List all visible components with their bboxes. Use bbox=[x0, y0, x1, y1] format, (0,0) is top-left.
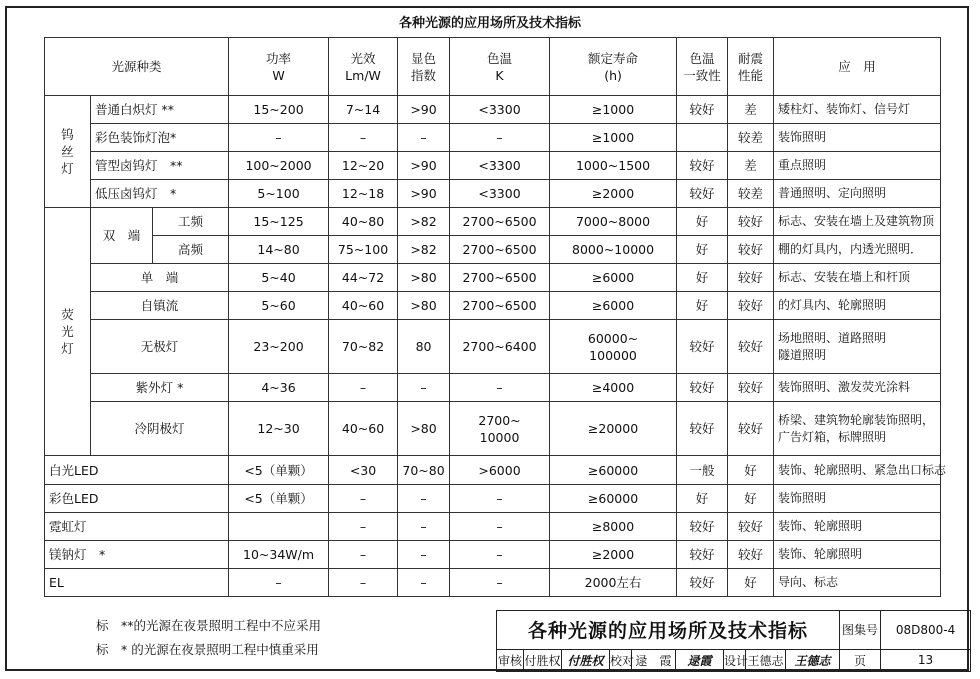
header-life: 额定寿命 (h) bbox=[550, 38, 677, 96]
cell-application: 装饰、轮廓照明 bbox=[774, 541, 941, 569]
cell-application: 桥梁、建筑物轮廓装饰照明， 广告灯箱，标牌照明 bbox=[774, 402, 941, 456]
cell-application: 装饰照明 bbox=[774, 485, 941, 513]
row-name: 霓虹灯 bbox=[45, 513, 229, 541]
cell-life: ≥60000 bbox=[550, 485, 677, 513]
cell-life: ≥1000 bbox=[550, 124, 677, 152]
header-row bbox=[45, 38, 941, 96]
cell-efficacy: 40~60 bbox=[329, 292, 398, 320]
cell-power: 5~100 bbox=[229, 180, 329, 208]
cell-life: 7000~8000 bbox=[550, 208, 677, 236]
cell-consistency: 好 bbox=[677, 236, 728, 264]
table-row bbox=[45, 569, 941, 597]
cell-life: 60000~ 100000 bbox=[550, 320, 677, 374]
row-name: 单 端 bbox=[91, 264, 229, 292]
cell-application: 场地照明、道路照明 隧道照明 bbox=[774, 320, 941, 374]
cell-cri: – bbox=[398, 374, 450, 402]
cell-cri: >80 bbox=[398, 264, 450, 292]
row-name: 管型卤钨灯 ** bbox=[91, 152, 229, 180]
atlas-number: 08D800-4 bbox=[881, 611, 971, 650]
cell-cri: >82 bbox=[398, 236, 450, 264]
row-name: 彩色装饰灯泡* bbox=[91, 124, 229, 152]
cell-cct: – bbox=[450, 124, 550, 152]
cell-consistency: 好 bbox=[677, 485, 728, 513]
group-double-end: 双 端 bbox=[91, 208, 153, 264]
page-title: 各种光源的应用场所及技术指标 bbox=[398, 16, 581, 31]
cell-application: 导向、标志 bbox=[774, 569, 941, 597]
cell-efficacy: 40~80 bbox=[329, 208, 398, 236]
header-cct: 色温 K bbox=[450, 38, 550, 96]
cell-cct: <3300 bbox=[450, 96, 550, 124]
cell-life: 8000~10000 bbox=[550, 236, 677, 264]
table-row bbox=[45, 180, 941, 208]
cell-application: 装饰照明 bbox=[774, 124, 941, 152]
cell-shock: 较差 bbox=[728, 124, 774, 152]
cell-application: 标志、安装在墙上及建筑物顶 bbox=[774, 208, 941, 236]
header-shock: 耐震 性能 bbox=[728, 38, 774, 96]
cell-power: – bbox=[229, 569, 329, 597]
atlas-label: 图集号 bbox=[840, 611, 881, 650]
sheet-title: 各种光源的应用场所及技术指标 bbox=[497, 611, 840, 650]
cell-efficacy: 44~72 bbox=[329, 264, 398, 292]
row-name: 冷阴极灯 bbox=[91, 402, 229, 456]
cell-application: 装饰照明、激发荧光涂料 bbox=[774, 374, 941, 402]
header-application: 应 用 bbox=[774, 38, 941, 96]
cell-efficacy: 12~20 bbox=[329, 152, 398, 180]
cell-consistency: 较好 bbox=[677, 541, 728, 569]
light-source-table bbox=[44, 37, 947, 597]
cell-consistency: 较好 bbox=[677, 569, 728, 597]
cell-application: 重点照明 bbox=[774, 152, 941, 180]
row-name: 普通白炽灯 ** bbox=[91, 96, 229, 124]
row-name: 工频 bbox=[153, 208, 229, 236]
cell-efficacy: 75~100 bbox=[329, 236, 398, 264]
cell-application: 装饰、轮廓照明、紧急出口标志 bbox=[774, 456, 941, 485]
cell-shock: 较好 bbox=[728, 208, 774, 236]
cell-cri: >90 bbox=[398, 152, 450, 180]
cell-power: <5（单颗） bbox=[229, 456, 329, 485]
cell-shock: 较差 bbox=[728, 180, 774, 208]
note-not-used: 标 **的光源在夜景照明工程中不应采用 bbox=[96, 618, 322, 633]
cell-life: ≥1000 bbox=[550, 96, 677, 124]
cell-cri: – bbox=[398, 541, 450, 569]
cell-shock: 较好 bbox=[728, 402, 774, 456]
cell-cri: >90 bbox=[398, 180, 450, 208]
reviewer-name: 付胜权 bbox=[524, 649, 562, 671]
cell-consistency bbox=[677, 124, 728, 152]
table-row bbox=[45, 402, 941, 456]
table-row bbox=[45, 456, 941, 485]
table-row bbox=[45, 374, 941, 402]
note-caution: 标 * 的光源在夜景照明工程中慎重采用 bbox=[96, 642, 319, 657]
row-name: 白光LED bbox=[45, 456, 229, 485]
cell-shock: 差 bbox=[728, 152, 774, 180]
check-label: 校对 bbox=[610, 649, 632, 671]
cell-cri: >80 bbox=[398, 402, 450, 456]
cell-consistency: 较好 bbox=[677, 513, 728, 541]
cell-life: ≥8000 bbox=[550, 513, 677, 541]
header-efficacy: 光效 Lm/W bbox=[329, 38, 398, 96]
cell-power: 15~125 bbox=[229, 208, 329, 236]
cell-power: – bbox=[229, 124, 329, 152]
cell-efficacy: 7~14 bbox=[329, 96, 398, 124]
cell-application: 矮柱灯、装饰灯、信号灯 bbox=[774, 96, 941, 124]
cell-life: 1000~1500 bbox=[550, 152, 677, 180]
cell-cct: – bbox=[450, 374, 550, 402]
cell-power: 14~80 bbox=[229, 236, 329, 264]
cell-cct: <3300 bbox=[450, 152, 550, 180]
table-row bbox=[45, 513, 941, 541]
table-row bbox=[45, 485, 941, 513]
designer-signature: 王德志 bbox=[786, 649, 840, 671]
cell-consistency: 好 bbox=[677, 292, 728, 320]
cell-power: 10~34W/m bbox=[229, 541, 329, 569]
page-number: 13 bbox=[881, 649, 971, 671]
row-name: EL bbox=[45, 569, 229, 597]
cell-cct: 2700~6500 bbox=[450, 236, 550, 264]
reviewer-signature: 付胜权 bbox=[562, 649, 610, 671]
cell-efficacy: – bbox=[329, 374, 398, 402]
cell-consistency: 较好 bbox=[677, 96, 728, 124]
cell-power: 100~2000 bbox=[229, 152, 329, 180]
table-row bbox=[45, 264, 941, 292]
design-label: 设计 bbox=[724, 649, 746, 671]
cell-power: 12~30 bbox=[229, 402, 329, 456]
cell-life: 2000左右 bbox=[550, 569, 677, 597]
cell-cri: 80 bbox=[398, 320, 450, 374]
cell-shock: 较好 bbox=[728, 374, 774, 402]
cell-shock: 较好 bbox=[728, 320, 774, 374]
table-row bbox=[45, 96, 941, 124]
cell-cri: – bbox=[398, 124, 450, 152]
cell-shock: 较好 bbox=[728, 264, 774, 292]
cell-consistency: 较好 bbox=[677, 374, 728, 402]
table-row bbox=[45, 292, 941, 320]
row-name: 紫外灯 * bbox=[91, 374, 229, 402]
group-tungsten: 钨 丝 灯 bbox=[45, 96, 91, 208]
cell-power: 5~60 bbox=[229, 292, 329, 320]
cell-cri: >90 bbox=[398, 96, 450, 124]
header-consistency: 色温 一致性 bbox=[677, 38, 728, 96]
row-name: 自镇流 bbox=[91, 292, 229, 320]
cell-cct: – bbox=[450, 569, 550, 597]
cell-shock: 较好 bbox=[728, 236, 774, 264]
header-power: 功率 W bbox=[229, 38, 329, 96]
cell-cri: >82 bbox=[398, 208, 450, 236]
cell-shock: 好 bbox=[728, 485, 774, 513]
cell-cri: – bbox=[398, 485, 450, 513]
cell-application: 装饰、轮廓照明 bbox=[774, 513, 941, 541]
cell-application: 棚的灯具内，内透光照明． bbox=[774, 236, 941, 264]
cell-power: 15~200 bbox=[229, 96, 329, 124]
cell-power: 4~36 bbox=[229, 374, 329, 402]
cell-consistency: 较好 bbox=[677, 320, 728, 374]
cell-shock: 较好 bbox=[728, 292, 774, 320]
cell-life: ≥6000 bbox=[550, 264, 677, 292]
cell-cri: 70~80 bbox=[398, 456, 450, 485]
cell-life: ≥2000 bbox=[550, 541, 677, 569]
cell-power: 23~200 bbox=[229, 320, 329, 374]
cell-life: ≥20000 bbox=[550, 402, 677, 456]
table-row bbox=[45, 320, 941, 374]
cell-life: ≥6000 bbox=[550, 292, 677, 320]
cell-shock: 好 bbox=[728, 569, 774, 597]
cell-consistency: 好 bbox=[677, 264, 728, 292]
table-row bbox=[45, 541, 941, 569]
table-row bbox=[45, 152, 941, 180]
cell-efficacy: 70~82 bbox=[329, 320, 398, 374]
cell-application: 的灯具内、轮廓照明 bbox=[774, 292, 941, 320]
cell-cct: <3300 bbox=[450, 180, 550, 208]
cell-cri: >80 bbox=[398, 292, 450, 320]
cell-life: ≥4000 bbox=[550, 374, 677, 402]
cell-cct: – bbox=[450, 485, 550, 513]
cell-cct: >6000 bbox=[450, 456, 550, 485]
cell-efficacy: – bbox=[329, 513, 398, 541]
cell-efficacy: – bbox=[329, 569, 398, 597]
table-row bbox=[45, 124, 941, 152]
group-fluorescent: 荧 光 灯 bbox=[45, 208, 91, 456]
cell-cct: – bbox=[450, 541, 550, 569]
cell-consistency: 一般 bbox=[677, 456, 728, 485]
cell-power: <5（单颗） bbox=[229, 485, 329, 513]
cell-life: ≥60000 bbox=[550, 456, 677, 485]
cell-life: ≥2000 bbox=[550, 180, 677, 208]
row-name: 低压卤钨灯 * bbox=[91, 180, 229, 208]
cell-consistency: 较好 bbox=[677, 180, 728, 208]
cell-efficacy: 12~18 bbox=[329, 180, 398, 208]
row-name: 高频 bbox=[153, 236, 229, 264]
cell-efficacy: 40~60 bbox=[329, 402, 398, 456]
cell-cct: 2700~6500 bbox=[450, 292, 550, 320]
cell-shock: 差 bbox=[728, 96, 774, 124]
cell-shock: 较好 bbox=[728, 541, 774, 569]
review-label: 审核 bbox=[497, 649, 524, 671]
cell-application: 标志、安装在墙上和杆顶 bbox=[774, 264, 941, 292]
cell-cct: 2700~6400 bbox=[450, 320, 550, 374]
checker-signature: 逯霞 bbox=[676, 649, 724, 671]
cell-cct: 2700~6500 bbox=[450, 208, 550, 236]
table-row bbox=[45, 208, 941, 236]
cell-cct: 2700~ 10000 bbox=[450, 402, 550, 456]
cell-efficacy: – bbox=[329, 124, 398, 152]
row-name: 无极灯 bbox=[91, 320, 229, 374]
cell-cct: 2700~6500 bbox=[450, 264, 550, 292]
title-block bbox=[496, 610, 971, 672]
cell-power: 5~40 bbox=[229, 264, 329, 292]
cell-consistency: 较好 bbox=[677, 152, 728, 180]
header-cri: 显色 指数 bbox=[398, 38, 450, 96]
cell-efficacy: – bbox=[329, 485, 398, 513]
designer-name: 王德志 bbox=[746, 649, 786, 671]
cell-consistency: 好 bbox=[677, 208, 728, 236]
cell-power bbox=[229, 513, 329, 541]
checker-name: 逯 霞 bbox=[632, 649, 676, 671]
row-name: 镁钠灯 * bbox=[45, 541, 229, 569]
row-name: 彩色LED bbox=[45, 485, 229, 513]
cell-cri: – bbox=[398, 569, 450, 597]
cell-cct: – bbox=[450, 513, 550, 541]
cell-efficacy: <30 bbox=[329, 456, 398, 485]
cell-shock: 较好 bbox=[728, 513, 774, 541]
cell-efficacy: – bbox=[329, 541, 398, 569]
page-label: 页 bbox=[840, 649, 881, 671]
cell-cri: – bbox=[398, 513, 450, 541]
cell-application: 普通照明、定向照明 bbox=[774, 180, 941, 208]
header-type: 光源种类 bbox=[45, 38, 229, 96]
cell-consistency: 较好 bbox=[677, 402, 728, 456]
table-row bbox=[45, 236, 941, 264]
cell-shock: 好 bbox=[728, 456, 774, 485]
